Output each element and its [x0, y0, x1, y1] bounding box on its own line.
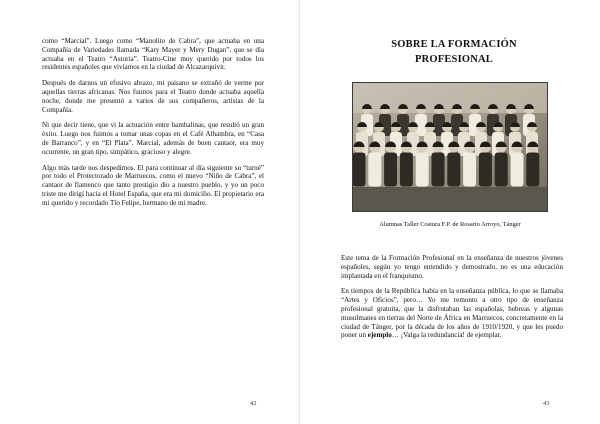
- right-paragraph-2-text: En tiempos de la República había en la enseñanza pública, lo que se llamaba “Artes y Oficios”, pero… Yo me remonto a otro tipo de enseñanza profesional gratuita, que la disfrutaban las españolas, hebreas y algunas musulmanes en tierras del Norte de África en Marruecos, concretamente en la ciudad de Tánger, por la década de los años de 1910/1920, y que les puedo poner un: [341, 287, 563, 340]
- figure-body: [526, 153, 539, 187]
- right-paragraph-2: [341, 287, 563, 340]
- figure-body: [495, 153, 508, 187]
- right-paragraph-2-tail: … ¡Valga la redundancia! de ejemplar.: [391, 331, 502, 340]
- left-paragraph-4: Algo más tarde nos despedimos. El para continuar al día siguiente su “turné” por todo el Protectorado de Marruecos, como el nuevo “Niño de Cabra”, el cantaor de flamenco que tanto prestigio dio a nuestro pueblo, y yo un poco triste me dirigí hacia el Hotel España, que era mi domicilio. El propietario era mi querido y recordado Tío Felipe, hermano de mi madre.: [42, 163, 264, 207]
- figure-body: [368, 153, 381, 187]
- figure-body: [432, 153, 445, 187]
- right-paragraph-1: Este tema de la Formación Profesional en la enseñanza de nuestros jóvenes españoles, según yo tengo entendido y demostrado, no es una educación implantada en el franquismo.: [341, 254, 563, 280]
- left-paragraph-3: Ni que decir tiene, que vi la actuación entre bambalinas, que resultó un gran éxito. Luego nos fuimos a tomar unas copas en el Café Alhambra, en “Casa de Barranco”, y en “El Plata”. Marcial, además de buen cantaor, era muy ocurrente, un gran tipo, simpático, gracioso y alegre.: [42, 121, 264, 156]
- figure-body: [511, 153, 524, 187]
- figure-body: [400, 153, 413, 187]
- left-paragraph-1: como “Marcial”. Luego como “Manolito de Cabra”, que actuaba en una Compañía de Variedades llamada “Kary Mayer y Mery Dugan”, que se día actuaba en el Teatro “Astoria”. Teatro-Cine muy querido por todos los residentes españoles que vivíamos en la ciudad de Alcazarquivir.: [42, 37, 264, 72]
- section-title-line-2: PROFESIONAL: [414, 54, 494, 65]
- right-page-body: [341, 254, 563, 347]
- figure-body: [416, 153, 429, 187]
- photo-caption: Alumnas Taller Costura F.P. de Rosario Arroyo, Tánger: [379, 221, 521, 228]
- figure-body: [384, 153, 397, 187]
- section-title: [360, 37, 548, 67]
- group-photo-illustration: [353, 83, 547, 211]
- emphasized-word: ejemplo: [367, 331, 392, 340]
- left-page-number: 42: [250, 400, 257, 407]
- right-page-number: 43: [543, 400, 550, 407]
- figure-body: [447, 153, 460, 187]
- left-paragraph-2: Después de darnos un efusivo abrazo, mi paisano se extrañó de verme por aquellas tierras africanas. Nos fuimos para el Teatro donde actuaba aquella noche, donde me presentó a varios de sus compañeros, artistas de la Compañía.: [42, 79, 264, 114]
- section-title-line-1: SOBRE LA FORMACIÓN: [391, 39, 517, 50]
- class-group-photo: [352, 82, 548, 212]
- right-page: [300, 0, 600, 424]
- figure-body: [479, 153, 492, 187]
- left-page-body: [42, 37, 264, 215]
- figure-body: [353, 153, 366, 187]
- figure-body: [463, 153, 476, 187]
